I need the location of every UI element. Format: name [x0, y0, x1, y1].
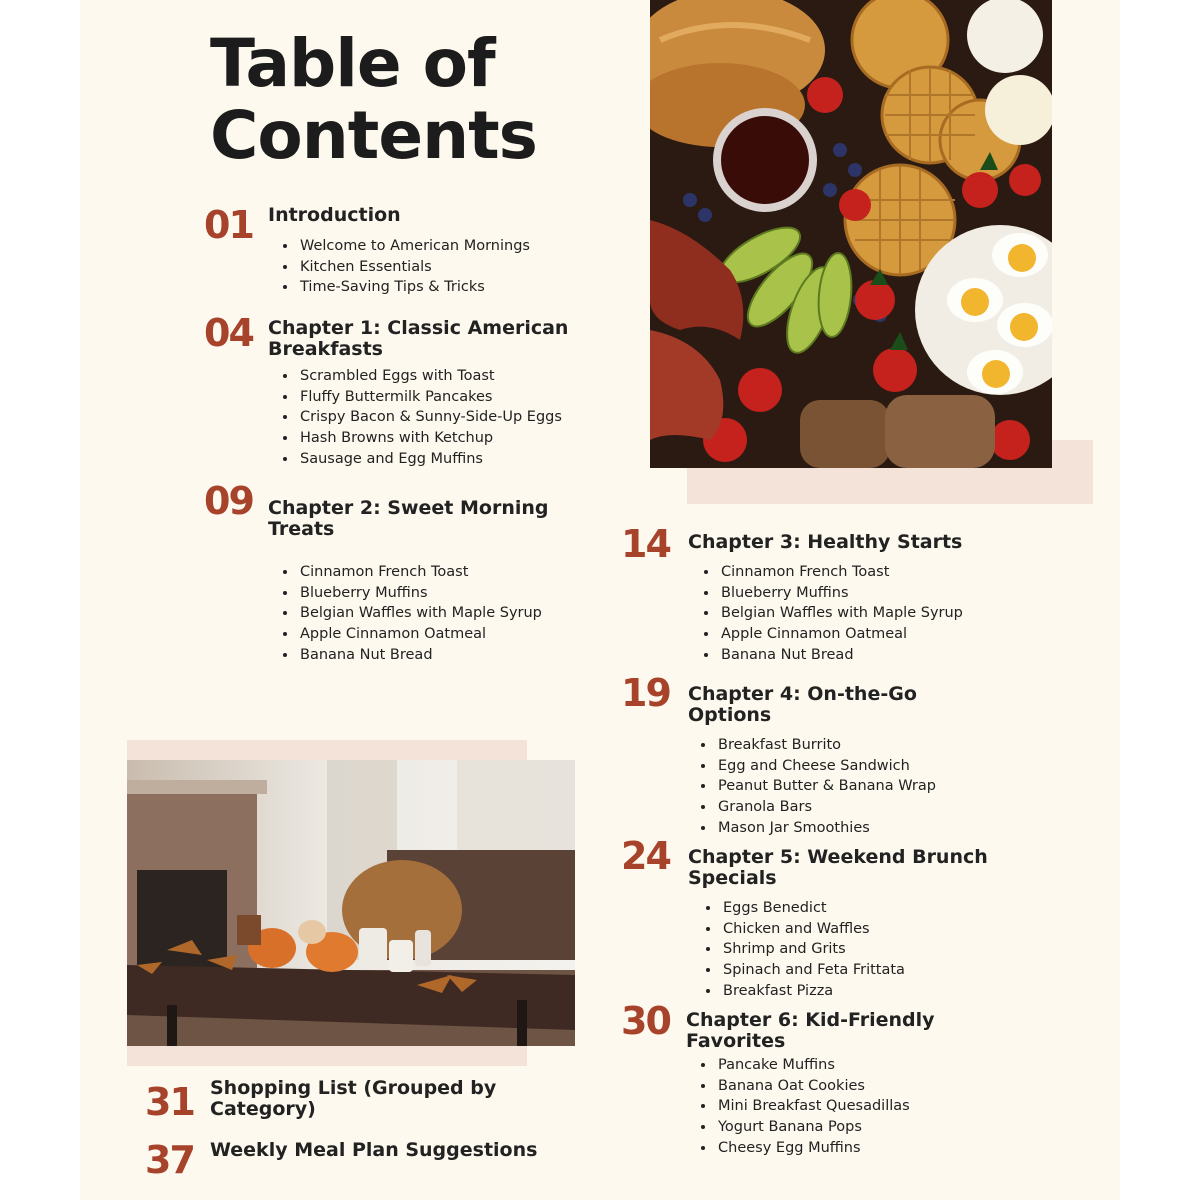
section-number-04: 04 [204, 311, 253, 355]
section-title-shopping-list: Shopping List (Grouped by Category) [210, 1077, 497, 1120]
list-item: • Spinach and Feta Frittata [721, 960, 905, 981]
section-title-chapter-2: Chapter 2: Sweet Morning Treats [268, 497, 549, 540]
list-item: • Banana Nut Bread [719, 645, 963, 666]
list-item: • Cheesy Egg Muffins [716, 1138, 910, 1159]
list-item: • Banana Nut Bread [298, 645, 542, 666]
list-item: • Mini Breakfast Quesadillas [716, 1096, 910, 1117]
list-item: • Belgian Waffles with Maple Syrup [298, 603, 542, 624]
list-item: • Chicken and Waffles [721, 919, 905, 940]
section-number-37: 37 [145, 1138, 194, 1182]
section-title-introduction: Introduction [268, 204, 401, 226]
section-number-01: 01 [204, 203, 253, 247]
list-item: • Yogurt Banana Pops [716, 1117, 910, 1138]
section-title-weekly-meal-plan: Weekly Meal Plan Suggestions [210, 1139, 538, 1161]
chapter-2-items [278, 562, 542, 666]
list-item: • Blueberry Muffins [298, 583, 542, 604]
breakfast-spread-illustration [650, 0, 1052, 468]
list-item: • Cinnamon French Toast [298, 562, 542, 583]
section-number-14: 14 [621, 522, 670, 566]
section-title-chapter-4: Chapter 4: On-the-Go Options [688, 683, 917, 726]
section-title-chapter-5: Chapter 5: Weekend Brunch Specials [688, 846, 988, 889]
page-title [210, 25, 537, 174]
section-number-30: 30 [621, 999, 670, 1043]
chapter-6-items [696, 1055, 910, 1159]
list-item: • Hash Browns with Ketchup [298, 428, 562, 449]
list-item: • Breakfast Pizza [721, 981, 905, 1002]
section-number-09: 09 [204, 479, 253, 523]
list-item: • Kitchen Essentials [298, 257, 530, 278]
autumn-living-room-photo [127, 760, 575, 1046]
list-item: • Banana Oat Cookies [716, 1076, 910, 1097]
introduction-items [278, 236, 530, 298]
list-item: • Belgian Waffles with Maple Syrup [719, 603, 963, 624]
list-item: • Scrambled Eggs with Toast [298, 366, 562, 387]
list-item: • Apple Cinnamon Oatmeal [298, 624, 542, 645]
chapter-1-items [278, 366, 562, 470]
list-item: • Granola Bars [716, 797, 936, 818]
list-item: • Crispy Bacon & Sunny-Side-Up Eggs [298, 407, 562, 428]
section-number-19: 19 [621, 671, 670, 715]
section-title-chapter-3: Chapter 3: Healthy Starts [688, 531, 963, 553]
list-item: • Breakfast Burrito [716, 735, 936, 756]
list-item: • Peanut Butter & Banana Wrap [716, 776, 936, 797]
list-item: • Shrimp and Grits [721, 939, 905, 960]
list-item: • Blueberry Muffins [719, 583, 963, 604]
list-item: • Sausage and Egg Muffins [298, 449, 562, 470]
section-title-chapter-6: Chapter 6: Kid-Friendly Favorites [686, 1009, 935, 1052]
section-title-chapter-1: Chapter 1: Classic American Breakfasts [268, 317, 569, 360]
list-item: • Cinnamon French Toast [719, 562, 963, 583]
list-item: • Egg and Cheese Sandwich [716, 756, 936, 777]
section-number-31: 31 [145, 1080, 194, 1124]
chapter-3-items [699, 562, 963, 666]
page-title-line-2: Contents [210, 97, 537, 174]
chapter-5-items [701, 898, 905, 1002]
list-item: • Pancake Muffins [716, 1055, 910, 1076]
breakfast-spread-photo [650, 0, 1052, 468]
section-number-24: 24 [621, 834, 670, 878]
list-item: • Welcome to American Mornings [298, 236, 530, 257]
chapter-4-items [696, 735, 936, 839]
list-item: • Mason Jar Smoothies [716, 818, 936, 839]
list-item: • Time-Saving Tips & Tricks [298, 277, 530, 298]
list-item: • Apple Cinnamon Oatmeal [719, 624, 963, 645]
page-title-line-1: Table of [210, 25, 495, 102]
list-item: • Eggs Benedict [721, 898, 905, 919]
autumn-living-room-illustration [127, 760, 575, 1046]
list-item: • Fluffy Buttermilk Pancakes [298, 387, 562, 408]
